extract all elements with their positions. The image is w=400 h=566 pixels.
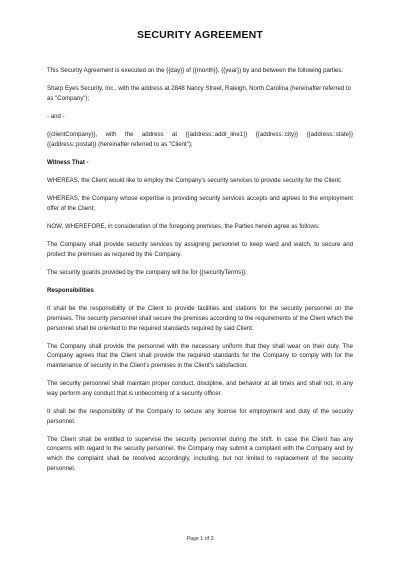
license-paragraph: It shall be the responsibility of the Company to secure any license for employment and duty of the security personnel. bbox=[47, 407, 353, 425]
and-separator: - and - bbox=[47, 112, 65, 120]
security-terms-paragraph: The security guards provided by the company will be for {{securityTerms}}. bbox=[47, 269, 247, 277]
conduct-paragraph: The security personnel shall maintain proper conduct, discipline, and behavior at all times and shall not, in any way perform any conduct that is unbecoming of a security officer. bbox=[47, 380, 353, 397]
document-title: SECURITY AGREEMENT bbox=[136, 29, 264, 41]
supervision-paragraph: The Client shall be entitled to supervise the security personnel during the shift. In case the Client has any concerns with regard to the security personnel, the Company may submit a complaint with the Company and by which the complaint shall be resolved accordingly, including, but not limited to replacement of the security personnel. bbox=[47, 435, 353, 472]
client-facilities-paragraph: It shall be the responsibility of the Client to provide facilities and stations for the security personnel on the premises. The security personnel shall secure the premises according to the requirements of the Client which the personnel shall be oriented to the required standards required by said Client. bbox=[47, 305, 353, 332]
client-party-paragraph: {{clientCompany}}, with the address at {{address::addr_line1}} {{address::city}} {{address::state}} {{address::postal}} (hereinafter referred to as "Client"); bbox=[47, 131, 353, 148]
services-paragraph: The Company shall provide security services by assigning personnel to keep ward and watch, to secure and protect the premises as required by the Company. bbox=[47, 241, 353, 258]
company-party-paragraph: Sharp Eyes Security, Inc., with the address at 2848 Nancy Street, Raleigh, North Carolina (hereinafter referred to as "Company"); bbox=[47, 85, 352, 102]
whereas-client-paragraph: WHEREAS, the Client would like to employ the Company's security services to provide security for the Client; bbox=[47, 177, 342, 185]
page-number: Page 1 of 3 bbox=[186, 536, 214, 542]
intro-paragraph: This Security Agreement is executed on the {{day}} of {{month}}, {{year}} by and between the following parties: bbox=[47, 67, 344, 74]
witness-heading: Witness That - bbox=[47, 158, 89, 166]
uniform-paragraph: The Company shall provide the personnel with the necessary uniform that they shall wear on their duty. The Company agrees that the Client shall provide the required standards for the Company to comply with for the maintenance of security in the Client's premises in the Client's satisfaction. bbox=[47, 342, 353, 369]
document-body bbox=[47, 66, 353, 482]
whereas-company-paragraph: WHEREAS, the Company whose expertise is providing security services accepts and agrees to the employment offer of the Client; bbox=[47, 195, 353, 212]
responsibilities-heading: Responsibilities bbox=[47, 287, 94, 295]
now-wherefore-paragraph: NOW, WHEREFORE, in consideration of the foregoing premises, the Parties herein agree as follows: bbox=[47, 223, 320, 231]
